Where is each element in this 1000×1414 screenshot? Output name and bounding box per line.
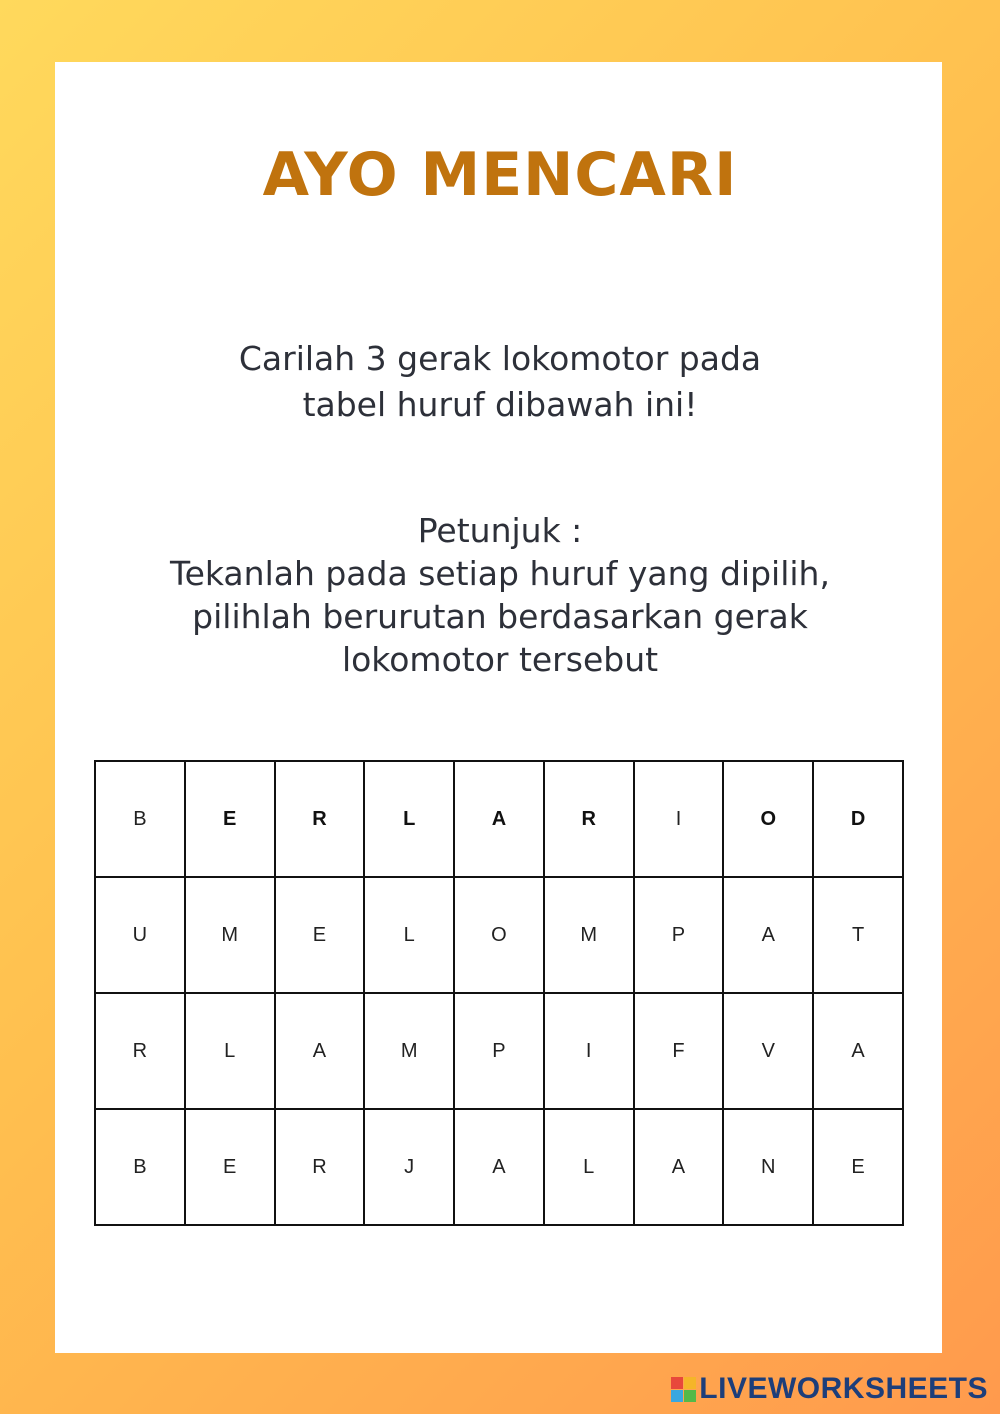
letter-cell[interactable]: O bbox=[723, 761, 813, 877]
letter-cell[interactable]: L bbox=[364, 877, 454, 993]
letter-cell[interactable]: R bbox=[95, 993, 185, 1109]
letter-cell[interactable]: E bbox=[185, 761, 275, 877]
letter-cell[interactable]: B bbox=[95, 1109, 185, 1225]
letter-cell[interactable]: I bbox=[634, 761, 724, 877]
hint-line-3: lokomotor tersebut bbox=[341, 640, 659, 679]
letter-cell[interactable]: N bbox=[723, 1109, 813, 1225]
liveworksheets-footer[interactable] bbox=[671, 1372, 988, 1406]
letter-cell[interactable]: P bbox=[454, 993, 544, 1109]
letter-cell[interactable]: R bbox=[275, 1109, 365, 1225]
grid-row bbox=[95, 1109, 903, 1225]
letter-cell[interactable]: A bbox=[723, 877, 813, 993]
letter-cell[interactable]: A bbox=[634, 1109, 724, 1225]
letter-cell[interactable]: E bbox=[185, 1109, 275, 1225]
letter-cell[interactable]: A bbox=[275, 993, 365, 1109]
grid-row bbox=[95, 761, 903, 877]
letter-cell[interactable]: R bbox=[544, 761, 634, 877]
instruction-text bbox=[0, 336, 1000, 428]
letter-cell[interactable]: L bbox=[364, 761, 454, 877]
letter-cell[interactable]: A bbox=[813, 993, 903, 1109]
hint-line-2: pilihlah berurutan berdasarkan gerak bbox=[192, 597, 808, 636]
letter-cell[interactable]: A bbox=[454, 761, 544, 877]
letter-cell[interactable]: V bbox=[723, 993, 813, 1109]
logo-block bbox=[684, 1390, 696, 1402]
letter-cell[interactable]: E bbox=[275, 877, 365, 993]
letter-cell[interactable]: P bbox=[634, 877, 724, 993]
logo-block bbox=[684, 1377, 696, 1389]
hint-line-1: Tekanlah pada setiap huruf yang dipilih, bbox=[170, 554, 830, 593]
hint-heading: Petunjuk : bbox=[417, 511, 583, 550]
letter-cell[interactable]: R bbox=[275, 761, 365, 877]
liveworksheets-logo-icon bbox=[671, 1377, 696, 1402]
letter-grid bbox=[94, 760, 904, 1226]
letter-cell[interactable]: L bbox=[544, 1109, 634, 1225]
letter-cell[interactable]: M bbox=[185, 877, 275, 993]
logo-block bbox=[671, 1390, 683, 1402]
letter-cell[interactable]: F bbox=[634, 993, 724, 1109]
grid-row bbox=[95, 877, 903, 993]
letter-cell[interactable]: U bbox=[95, 877, 185, 993]
hint-text bbox=[0, 509, 1000, 681]
letter-cell[interactable]: M bbox=[544, 877, 634, 993]
letter-cell[interactable]: D bbox=[813, 761, 903, 877]
letter-cell[interactable]: I bbox=[544, 993, 634, 1109]
letter-cell[interactable]: T bbox=[813, 877, 903, 993]
letter-cell[interactable]: E bbox=[813, 1109, 903, 1225]
liveworksheets-brand-text: LIVEWORKSHEETS bbox=[699, 1372, 988, 1405]
letter-cell[interactable]: M bbox=[364, 993, 454, 1109]
logo-block bbox=[671, 1377, 683, 1389]
letter-cell[interactable]: B bbox=[95, 761, 185, 877]
instruction-line-2: tabel huruf dibawah ini! bbox=[302, 385, 698, 424]
letter-cell[interactable]: J bbox=[364, 1109, 454, 1225]
instruction-line-1: Carilah 3 gerak lokomotor pada bbox=[238, 339, 762, 378]
letter-cell[interactable]: L bbox=[185, 993, 275, 1109]
letter-cell[interactable]: O bbox=[454, 877, 544, 993]
grid-row bbox=[95, 993, 903, 1109]
letter-cell[interactable]: A bbox=[454, 1109, 544, 1225]
page-title: AYO MENCARI bbox=[262, 140, 738, 210]
